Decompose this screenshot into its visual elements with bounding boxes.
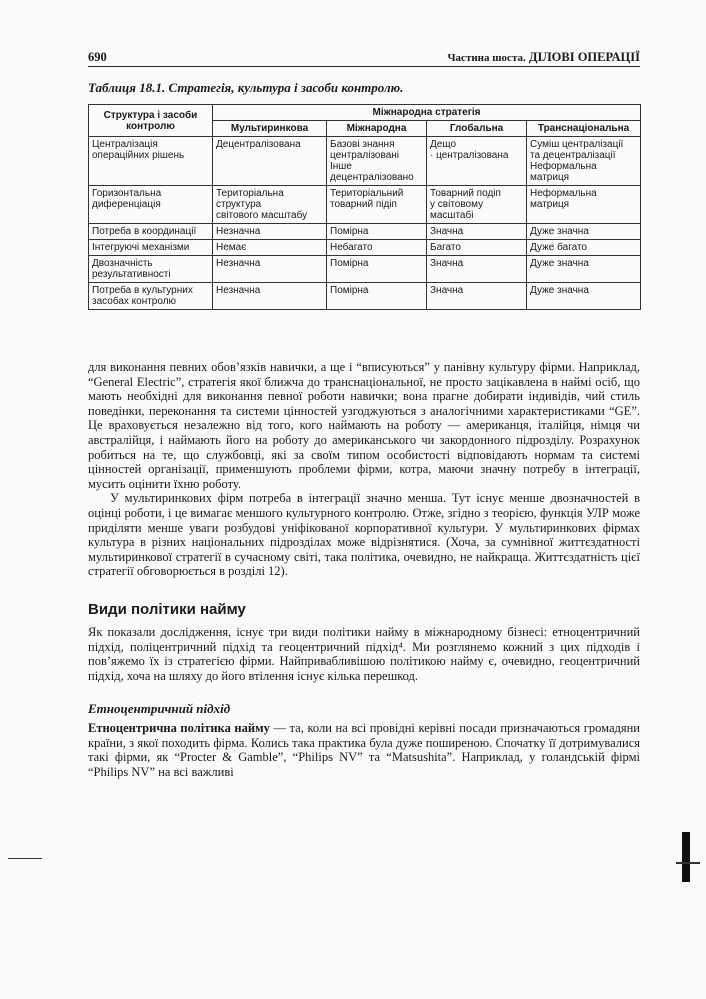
table-cell: Децентралізована [213, 137, 327, 186]
table-cell: Незначна [213, 224, 327, 240]
scan-mark [682, 832, 690, 882]
table-cell: Помірна [327, 256, 427, 283]
column-header: Транснаціональна [527, 121, 641, 137]
table-row [89, 256, 641, 283]
table-row [89, 186, 641, 224]
table-cell: Дуже значна [527, 256, 641, 283]
table-cell: Помірна [327, 283, 427, 310]
page-number: 690 [88, 50, 107, 64]
table-cell: Територіальна структура світового масштабу [213, 186, 327, 224]
row-header: Інтегруючі механізми [89, 240, 213, 256]
table-row [89, 224, 641, 240]
table-cell: Значна [427, 283, 527, 310]
section-title: Види політики найму [88, 601, 246, 618]
table-cell: Неформальна матриця [527, 186, 641, 224]
table-cell: Значна [427, 224, 527, 240]
row-header: Потреба в культурних засобах контролю [89, 283, 213, 310]
table-cell: Багато [427, 240, 527, 256]
corner-header: Структура і засоби контролю [89, 105, 213, 137]
table-cell: Дуже значна [527, 283, 641, 310]
row-header: Горизонтальна диференціація [89, 186, 213, 224]
paragraph: У мультиринкових фірм потреба в інтеграції значно менша. Тут існує менше двозначностей в оцінці роботи, і це вимагає меншого культурного контролю. Отже, згідно з теорією, функція УЛР може приділяти менше уваги розбудові уніфікованої корпоративної культури. У мультиринкових фірмах культура в різних національних підрозділах може відрізнятися. (Хоча, за сумнівної життєздатності мультиринкової стратегії в сучасному світі, така політика, очевидно, не найкраща. Життєздатність цієї стратегії обговорюється в розділі 12). [88, 491, 640, 579]
subsection-text [88, 721, 640, 779]
row-header: Двозначність результативності [89, 256, 213, 283]
part-label: Частина шоста. [447, 52, 526, 64]
table-cell: Товарний подіп у світовому масштабі [427, 186, 527, 224]
strategy-table [88, 104, 641, 310]
column-header: Глобальна [427, 121, 527, 137]
paragraph: для виконання певних обов’язків навички, а ще і “вписуються” у панівну культуру фірми. Наприклад, “General Electric”, стратегія якої ближча до транснаціональної, не просто зацікавлена в наймі осіб, що мають необхідні для виконання певної роботи навички; вона прагне добирати індивідів, чий стиль поведінки, переконання та системи цінностей узгоджуються з аналогічними характеристиками “GE”. Це враховується незалежно від того, кого наймають на роботу — американця, італійця, німця чи австралійця, і наймають його на роботу до американського чи закордонного підрозділу. Розрахунок робиться на те, що службовці, які за своїм типом особистості відповідають нормам та системі цінностей організації, применшують проблеми фірми, котра, маючи значну потребу в інтеграції, мусить оцінити їхню роботу. [88, 360, 640, 491]
column-header: Мультиринкова [213, 121, 327, 137]
table-cell: Дуже багато [527, 240, 641, 256]
paragraph: Як показали дослідження, існує три види політики найму в міжнародному бізнесі: етноцентричний підхід, поліцентричний підхід та геоцентричний підхід⁴. Ми розглянемо кожний з цих підходів і пов’яжемо їх із стратегією фірми. Найпривабливішою політикою найму є, очевидно, геоцентричний підхід, хоча на шляху до його втілення існує кілька перешкод. [88, 625, 640, 683]
body-text [88, 360, 640, 579]
running-title [447, 50, 640, 65]
table-cell: Небагато [327, 240, 427, 256]
scan-mark [8, 858, 42, 859]
table-row [89, 240, 641, 256]
table-cell: Помірна [327, 224, 427, 240]
section-label: ДІЛОВІ ОПЕРАЦІЇ [528, 50, 640, 64]
table-cell: Базові знання централізовані Інше децентралізовано [327, 137, 427, 186]
running-header [88, 50, 640, 67]
table-cell: Дуже значна [527, 224, 641, 240]
column-header: Міжнародна [327, 121, 427, 137]
table-cell: Територіальний товарний підіп [327, 186, 427, 224]
section-text [88, 625, 640, 683]
table-cell: Немає [213, 240, 327, 256]
table-row [89, 283, 641, 310]
table-cell: Значна [427, 256, 527, 283]
subsection-title: Етноцентричний підхід [88, 701, 231, 716]
table-cell: Дещо · централізована [427, 137, 527, 186]
term-definition: — та, коли на всі провідні керівні посади призначаються громадяни країни, з якої походить фірма. Колись така практика була дуже поширеною. Спочатку її дотримувалися такі фірми, як “Procter & Gamble”, “Philips NV” та “Matsushita”. Наприклад, у голандській фірмі “Philips NV” на всі важливі [88, 721, 640, 779]
table-caption: Таблиця 18.1. Стратегія, культура і засоби контролю. [88, 80, 404, 95]
row-header: Централізація операційних рішень [89, 137, 213, 186]
table-cell: Незначна [213, 256, 327, 283]
table-cell: Суміш централізації та децентралізації Неформальна матриця [527, 137, 641, 186]
term-lead: Етноцентрична політика найму [88, 721, 270, 735]
table-cell: Незначна [213, 283, 327, 310]
scan-mark [676, 862, 700, 864]
table-row [89, 137, 641, 186]
row-header: Потреба в координації [89, 224, 213, 240]
group-header: Міжнародна стратегія [213, 105, 641, 121]
